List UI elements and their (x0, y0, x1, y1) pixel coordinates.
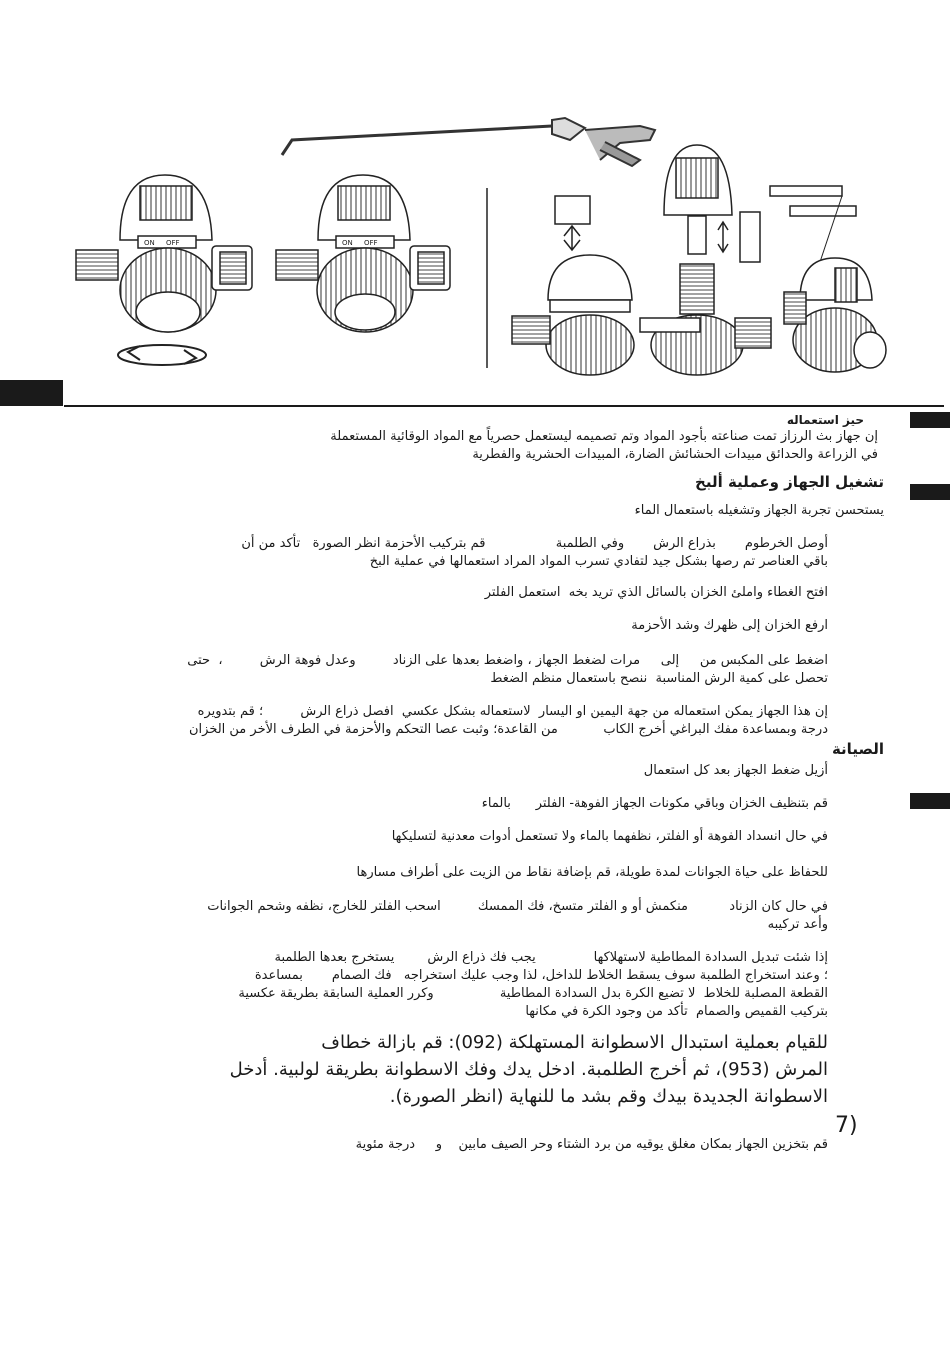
maintenance-paragraph (108, 864, 828, 882)
text-line: إذا شئت تبديل السدادة المطاطية لاستهلاكها يجب فك ذراع الرش يستخرج بعدها الطلمبة (274, 950, 828, 965)
section-marker-tab (910, 793, 950, 809)
operation-paragraph (108, 703, 828, 739)
text-line: إن هذا الجهاز يمكن استعماله من جهة اليمين او اليسار لاستعماله بشكل عكسي افصل ذراع الرش ؛ قم بتدويره (197, 704, 828, 719)
operation-paragraph (108, 584, 828, 602)
pump-unit-2 (276, 175, 450, 332)
section-marker-tab (0, 380, 63, 406)
operation-intro: يستحسن تجربة الجهاز وتشغيله باستعمال الماء (634, 503, 884, 518)
operation-paragraph (108, 652, 828, 688)
pump-unit-1 (76, 175, 252, 332)
sprayer-diagram (0, 0, 950, 400)
spray-lance (282, 118, 655, 166)
step-7-line: المرش (953)، ثم أخرج الطلمبة. ادخل يدك وفك الاسطوانة بطريقة لولبية. أدخل (229, 1059, 828, 1080)
text-line: في حال كان الزناد منكمش أو و الفلتر متسخ، فك الممسك اسحب الفلتر للخارج، نظفه وشحم الجوانات (207, 899, 828, 914)
scope-heading: حيز استعماله (786, 413, 864, 427)
illustration-area (0, 0, 950, 400)
text-line: للحفاظ على حياة الجوانات لمدة طويلة، قم بإضافة نقاط من الزيت على أطراف مسارها (356, 865, 828, 880)
rotate-arrow-icon (118, 345, 206, 365)
text-line: قم بتنظيف الخزان وباقي مكونات الجهاز الفوهة- الفلتر بالماء (481, 796, 828, 811)
text-line: اضغط على المكبس من إلى مرات لضغط الجهاز ، واضغط بعدها على الزناد وعدل فوهة الرش ، حتى (187, 653, 828, 668)
maintenance-paragraph (108, 898, 828, 934)
step-7-line: للقيام بعملية استبدال الاسطوانة المستهلكة (092): قم بازالة خطاف (321, 1032, 828, 1053)
operation-paragraph (108, 535, 828, 571)
step-7-line: الاسطوانة الجديدة بيدك وقم بشد ما للنهاية (انظر الصورة). (389, 1086, 828, 1107)
text-line: بتركيب القميص والصمام تأكد من وجود الكرة في مكانها (525, 1004, 828, 1019)
step-7-block (108, 1029, 828, 1110)
scope-line: في الزراعة والحدائق مبيدات الحشائش الضارة، المبيدات الحشرية والفطرية (472, 447, 878, 462)
maintenance-paragraph (108, 795, 828, 813)
scope-section (108, 412, 878, 464)
text-line: القطعة المصلبة للخلاط لا تضيع الكرة بدل السدادة المطاطية وكرر العملية السابقة بطريقة عكسية (238, 986, 828, 1001)
text-line: وأعد تركيبه (767, 917, 828, 932)
operation-heading: تشغيل الجهاز وعملية ألبخ (695, 473, 884, 491)
text-line: درجة وبمساعدة مفك البراغي أخرج الكاب من القاعدة؛ وثبت عصا التحكم والأحزمة في الطرف الأخر من الخزان (188, 722, 828, 737)
section-marker-tab (910, 412, 950, 428)
text-line: في حال انسداد الفوهة أو الفلتر، نظفهما بالماء ولا تستعمل أدوات معدنية لتسليكها (391, 829, 828, 844)
text-line: ارفع الخزان إلى ظهرك وشد الأحزمة (631, 618, 828, 633)
off-label-1: OFF (166, 239, 180, 247)
text-line: أوصل الخرطوم بذراع الرش وفي الطلمبة قم بتركيب الأحزمة انظر الصورة تأكد من أن (241, 536, 828, 551)
section-marker-tab (910, 484, 950, 500)
maintenance-heading: الصيانة (831, 740, 884, 758)
storage-note: قم بتخزين الجهاز بمكان مغلق يوقيه من برد الشتاء وحر الصيف مابين و درجة مئوية (355, 1137, 828, 1152)
pump-unit-5 (770, 186, 886, 372)
pump-unit-3 (512, 196, 634, 375)
scope-line: إن جهاز بث الرزاز تمت صناعته بأجود المواد وتم تصميمه ليستعمل حصرياً مع المواد الوقائية المستعملة (330, 429, 878, 444)
maintenance-paragraph (108, 949, 828, 1021)
text-line: باقي العناصر تم رصها بشكل جيد لتفادي تسرب المواد المراد استعمالها في عملية البخ (369, 554, 828, 569)
on-label-1: ON (144, 239, 155, 247)
operation-paragraph (108, 617, 828, 635)
on-label-2: ON (342, 239, 353, 247)
text-line: أزيل ضغط الجهاز بعد كل استعمال (643, 763, 828, 778)
header-rule (64, 405, 944, 407)
pump-unit-4 (640, 145, 771, 375)
text-line: ؛ وعند استخراج الطلمبة سوف يسقط الخلاط للداخل، لذا وجب عليك استخراجه فك الصمام بمساعدة (254, 968, 828, 983)
step-7-number: 7) (835, 1113, 858, 1138)
text-line: افتح الغطاء واملئ الخزان بالسائل الذي تريد بخه استعمل الفلتر (484, 585, 828, 600)
text-line: تحصل على كمية الرش المناسبة ننصح باستعمال منظم الضغط (490, 671, 828, 686)
maintenance-paragraph (108, 762, 828, 780)
off-label-2: OFF (364, 239, 378, 247)
maintenance-paragraph (108, 828, 828, 846)
manual-text (108, 412, 884, 1154)
